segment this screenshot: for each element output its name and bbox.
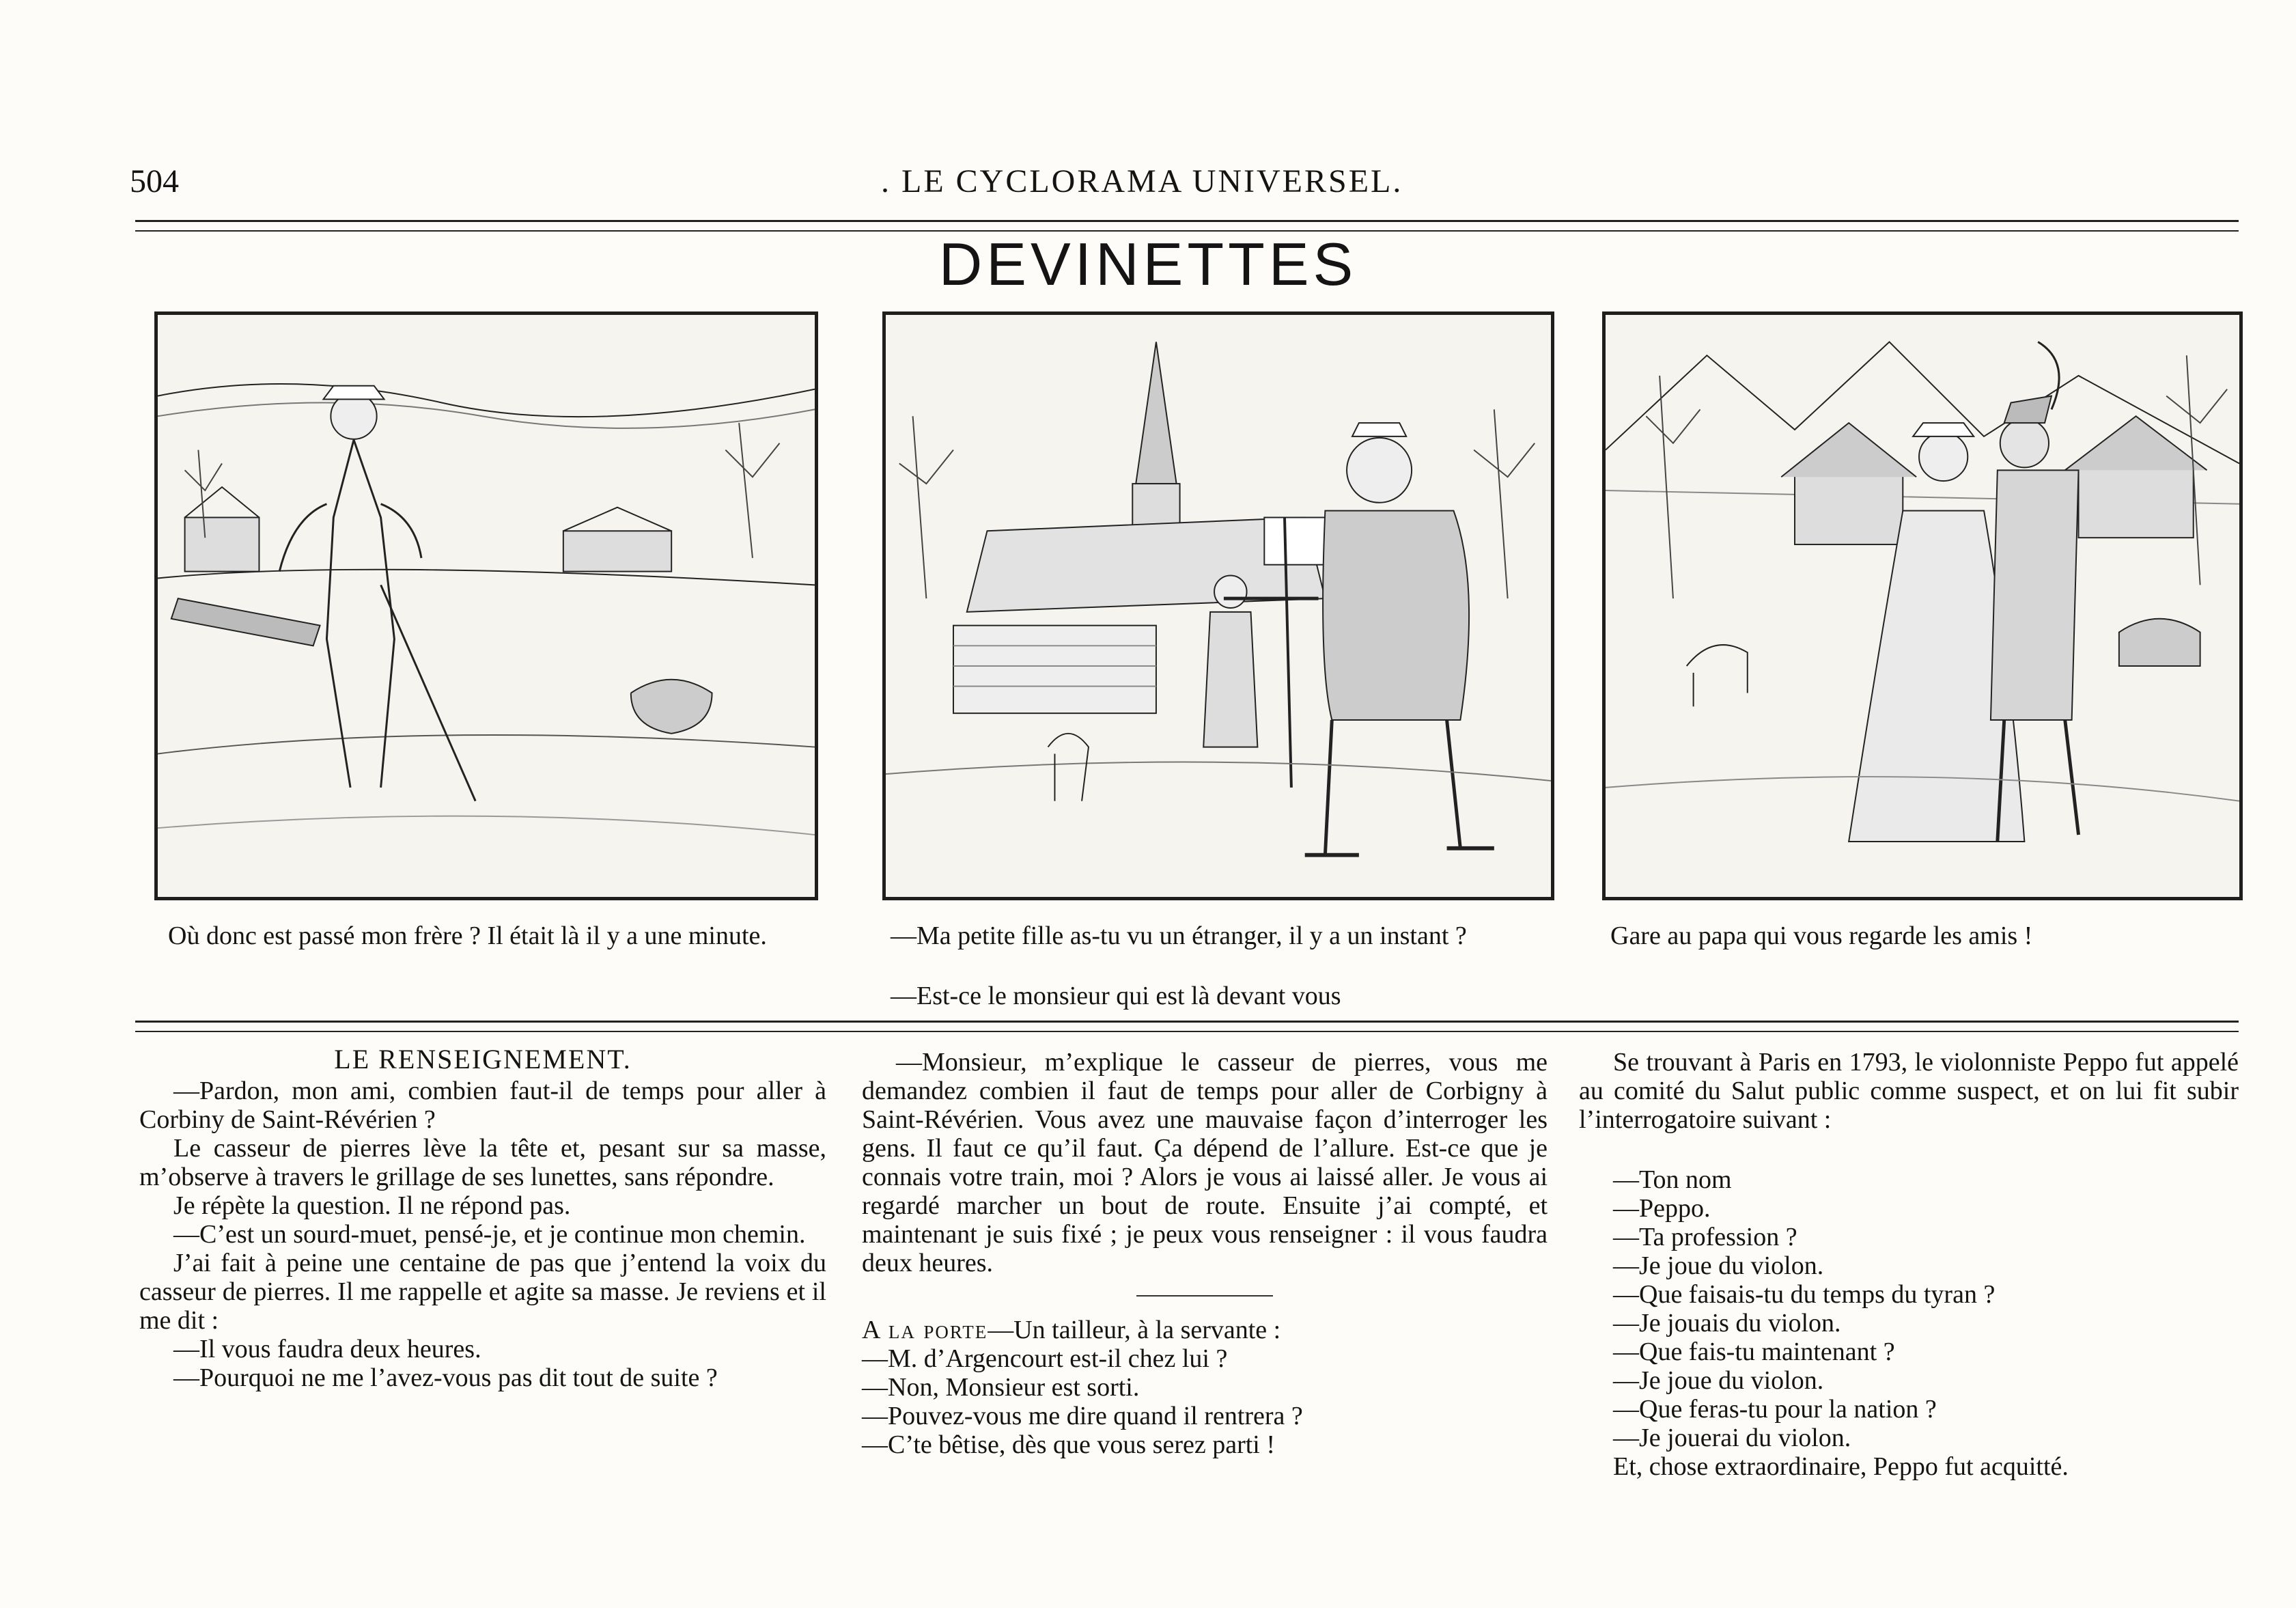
caption-panel-1: Où donc est passé mon frère ? Il était là il y a une minute.: [168, 921, 767, 950]
caption-panel-2-line-2: —Est-ce le monsieur qui est là devant vous: [891, 982, 1341, 1010]
paragraph: —Il vous faudra deux heures.: [173, 1335, 481, 1363]
dialogue-line: —Peppo.: [1613, 1194, 1711, 1223]
dialogue-line: —Que feras-tu pour la nation ?: [1613, 1395, 1937, 1424]
dialogue-line: —Je joue du violon.: [1613, 1251, 1824, 1280]
dialogue-line: —Que faisais-tu du temps du tyran ?: [1613, 1280, 1996, 1309]
paragraph: —Pardon, mon ami, combien faut-il de temps pour aller à Corbiny de Saint-Révérien ?: [139, 1077, 826, 1134]
caption-panel-2-line-1: —Ma petite fille as-tu vu un étranger, il y a un instant ?: [891, 921, 1467, 950]
page-title: DEVINETTES: [938, 230, 1358, 298]
dialogue-line: —Pouvez-vous me dire quand il rentrera ?: [862, 1402, 1303, 1430]
separator-rule: [1136, 1295, 1273, 1297]
paragraph: Je répète la question. Il ne répond pas.: [173, 1191, 571, 1220]
paragraph: —Monsieur, m’explique le casseur de pierres, vous me demandez combien il faut de temps pour aller de Corbigny à Saint-Révérien. Vous avez une mauvaise façon d’interroger les gens. Il faut ce qu’il faut. Ça dépend de l’allure. Est-ce que je connais votre train, moi ? Alors je vous ai laissé aller. Je vous ai regardé marcher un bout de route. Ensuite j’ai compté, et maintenant je suis fixé ; je peux vous renseigner : il vous faudra deux heures.: [862, 1048, 1548, 1277]
illustration-stone-breaker: [154, 311, 818, 900]
illustration-couple-scene: [1602, 311, 2243, 900]
paragraph: Le casseur de pierres lève la tête et, pesant sur sa masse, m’observe à travers le grillage de ses lunettes, sans répondre.: [139, 1134, 826, 1191]
dialogue-line: —Que fais-tu maintenant ?: [1613, 1337, 1895, 1366]
section-rule: [135, 1021, 2239, 1032]
dialogue-line: —Ta profession ?: [1613, 1223, 1797, 1251]
paragraph: —C’est un sourd-muet, pensé-je, et je continue mon chemin.: [173, 1220, 806, 1249]
dialogue-line: —Ton nom: [1613, 1165, 1732, 1194]
column-peppo: [1579, 1048, 2239, 1481]
a-la-porte-heading: A la porte: [862, 1316, 988, 1344]
article-heading: LE RENSEIGNEMENT.: [334, 1044, 632, 1075]
column-renseignement: [139, 1045, 826, 1392]
closing-line: Et, chose extraordinaire, Peppo fut acquitté.: [1613, 1452, 2069, 1481]
dialogue-line: —Je joue du violon.: [1613, 1366, 1824, 1395]
dialogue-line: —Non, Monsieur est sorti.: [862, 1373, 1140, 1402]
page-number: 504: [130, 163, 179, 199]
dialogue-line: —C’te bêtise, dès que vous serez parti !: [862, 1430, 1276, 1459]
illustration-signpost-scene: [882, 311, 1554, 900]
a-la-porte-intro-text: —Un tailleur, à la servante :: [988, 1316, 1281, 1344]
paragraph: J’ai fait à peine une centaine de pas que j’entend la voix du casseur de pierres. Il me rappelle et agite sa masse. Je reviens et il me dit :: [139, 1249, 826, 1335]
intro-paragraph: Se trouvant à Paris en 1793, le violonniste Peppo fut appelé au comité du Salut public comme suspect, et on lui fit subir l’interrogatoire suivant :: [1579, 1048, 2239, 1134]
paragraph: —Pourquoi ne me l’avez-vous pas dit tout de suite ?: [173, 1363, 718, 1392]
dialogue-line: —M. d’Argencourt est-il chez lui ?: [862, 1344, 1228, 1373]
dialogue-line: —Je jouerai du violon.: [1613, 1424, 1851, 1452]
column-middle: [862, 1048, 1548, 1459]
a-la-porte-intro: [862, 1316, 1548, 1344]
caption-panel-3: Gare au papa qui vous regarde les amis !: [1610, 921, 2033, 950]
dialogue-line: —Je jouais du violon.: [1613, 1309, 1841, 1337]
running-title: . LE CYCLORAMA UNIVERSEL.: [881, 163, 1403, 199]
